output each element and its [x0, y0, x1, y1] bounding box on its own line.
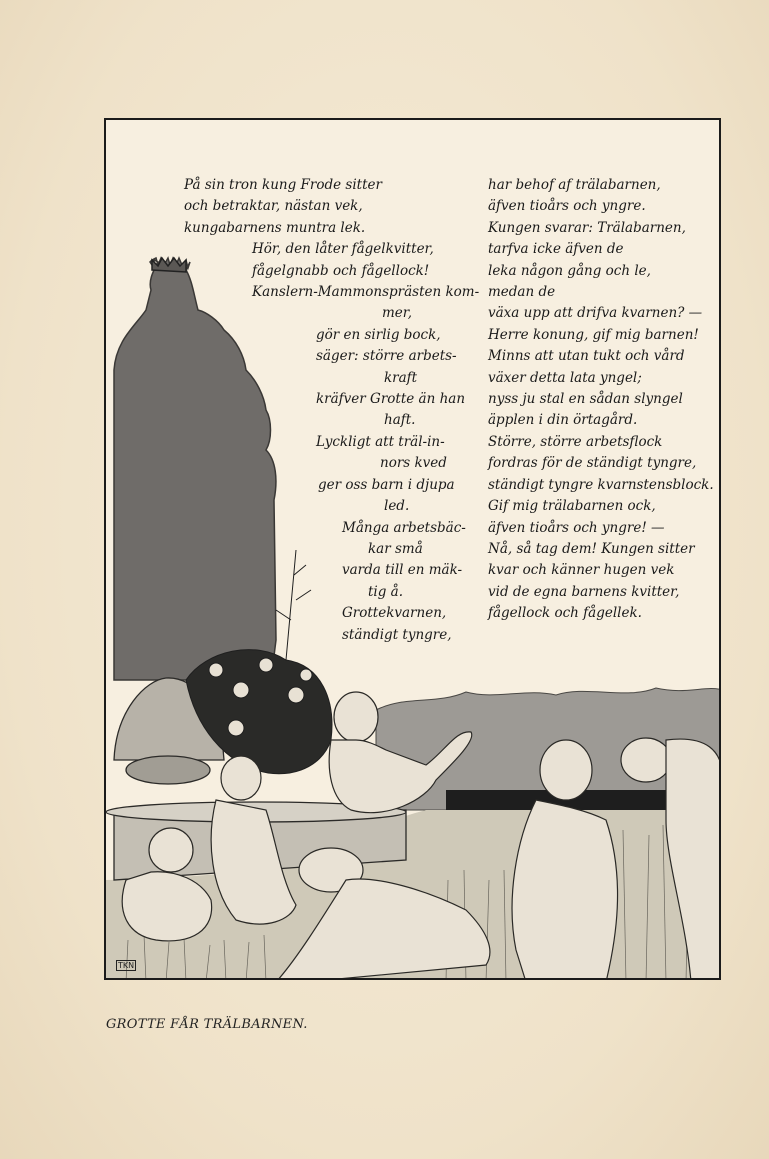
poem-line: fågelgnabb och fågellock!	[252, 262, 430, 279]
poem-line: vid de egna barnens kvitter,	[488, 583, 680, 600]
poem-line: Grottekvarnen,	[342, 605, 447, 622]
poem-line: Gif mig trälabarnen ock,	[488, 498, 656, 515]
poem-line: leka någon gång och le,	[488, 262, 651, 279]
poem-line: Nå, så tag dem! Kungen sitter	[488, 540, 695, 557]
poem-line: kraft	[384, 369, 418, 386]
artist-monogram: TKN	[118, 961, 135, 970]
poem-line: Herre konung, gif mig barnen!	[488, 326, 699, 343]
poem-line: nors kved	[380, 455, 447, 472]
poem-line: mer,	[382, 305, 413, 322]
poem-line: På sin tron kung Frode sitter	[184, 177, 382, 193]
poem-line: varda till en mäk-	[342, 562, 463, 579]
poem-line: tarfva icke äfven de	[488, 241, 624, 258]
poem-line: äpplen i din örtagård.	[488, 412, 638, 429]
poem-line: och betraktar, nästan vek,	[184, 198, 363, 215]
poem-line: Kanslern-Mammonsprästen kom-	[252, 284, 480, 301]
poem-line: kvar och känner hugen vek	[488, 562, 675, 579]
poem-line: gör en sirlig bock,	[316, 326, 441, 343]
poem-line: växer detta lata yngel;	[488, 369, 642, 386]
poem-line: Minns att utan tukt och vård	[488, 348, 685, 365]
poem-line: ständigt tyngre kvarnstensblock.	[488, 476, 714, 493]
poem-line: nyss ju stal en sådan slyngel	[488, 391, 683, 408]
poem-line: led.	[384, 498, 410, 515]
poem-column-left	[184, 175, 480, 646]
poem-line: kungabarnens muntra lek.	[184, 219, 366, 236]
illustration-caption: GROTTE FÅR TRÄLBARNEN.	[106, 1017, 308, 1032]
poem-line: Många arbetsbäc-	[342, 519, 466, 536]
poem-line: säger: större arbets-	[316, 348, 457, 365]
illustration-frame	[104, 118, 721, 980]
poem-line: kräfver Grotte än han	[316, 391, 466, 408]
poem-line: Hör, den låter fågelkvitter,	[252, 241, 434, 258]
poem-line: fågellock och fågellek.	[488, 605, 642, 622]
poem-line: Större, större arbetsflock	[488, 433, 663, 450]
poem-line: har behof af trälabarnen,	[488, 177, 661, 193]
poem-line: fordras för de ständigt tyngre,	[488, 455, 697, 472]
poem-column-right	[488, 175, 714, 625]
poem-line: Lyckligt att träl-in-	[316, 433, 445, 450]
poem-line: ger oss barn i djupa	[318, 476, 455, 493]
poem-line: äfven tioårs och yngre! —	[488, 519, 665, 536]
poem-line: växa upp att drifva kvarnen? —	[488, 305, 703, 322]
poem-line: tig å.	[368, 583, 404, 600]
poem-line: ständigt tyngre,	[342, 626, 452, 643]
poem-line: haft.	[384, 412, 416, 429]
poem-line: äfven tioårs och yngre.	[488, 198, 646, 215]
poem-line: kar små	[368, 540, 423, 557]
poem-line: medan de	[488, 284, 556, 301]
poem-line: Kungen svarar: Trälabarnen,	[488, 219, 686, 236]
